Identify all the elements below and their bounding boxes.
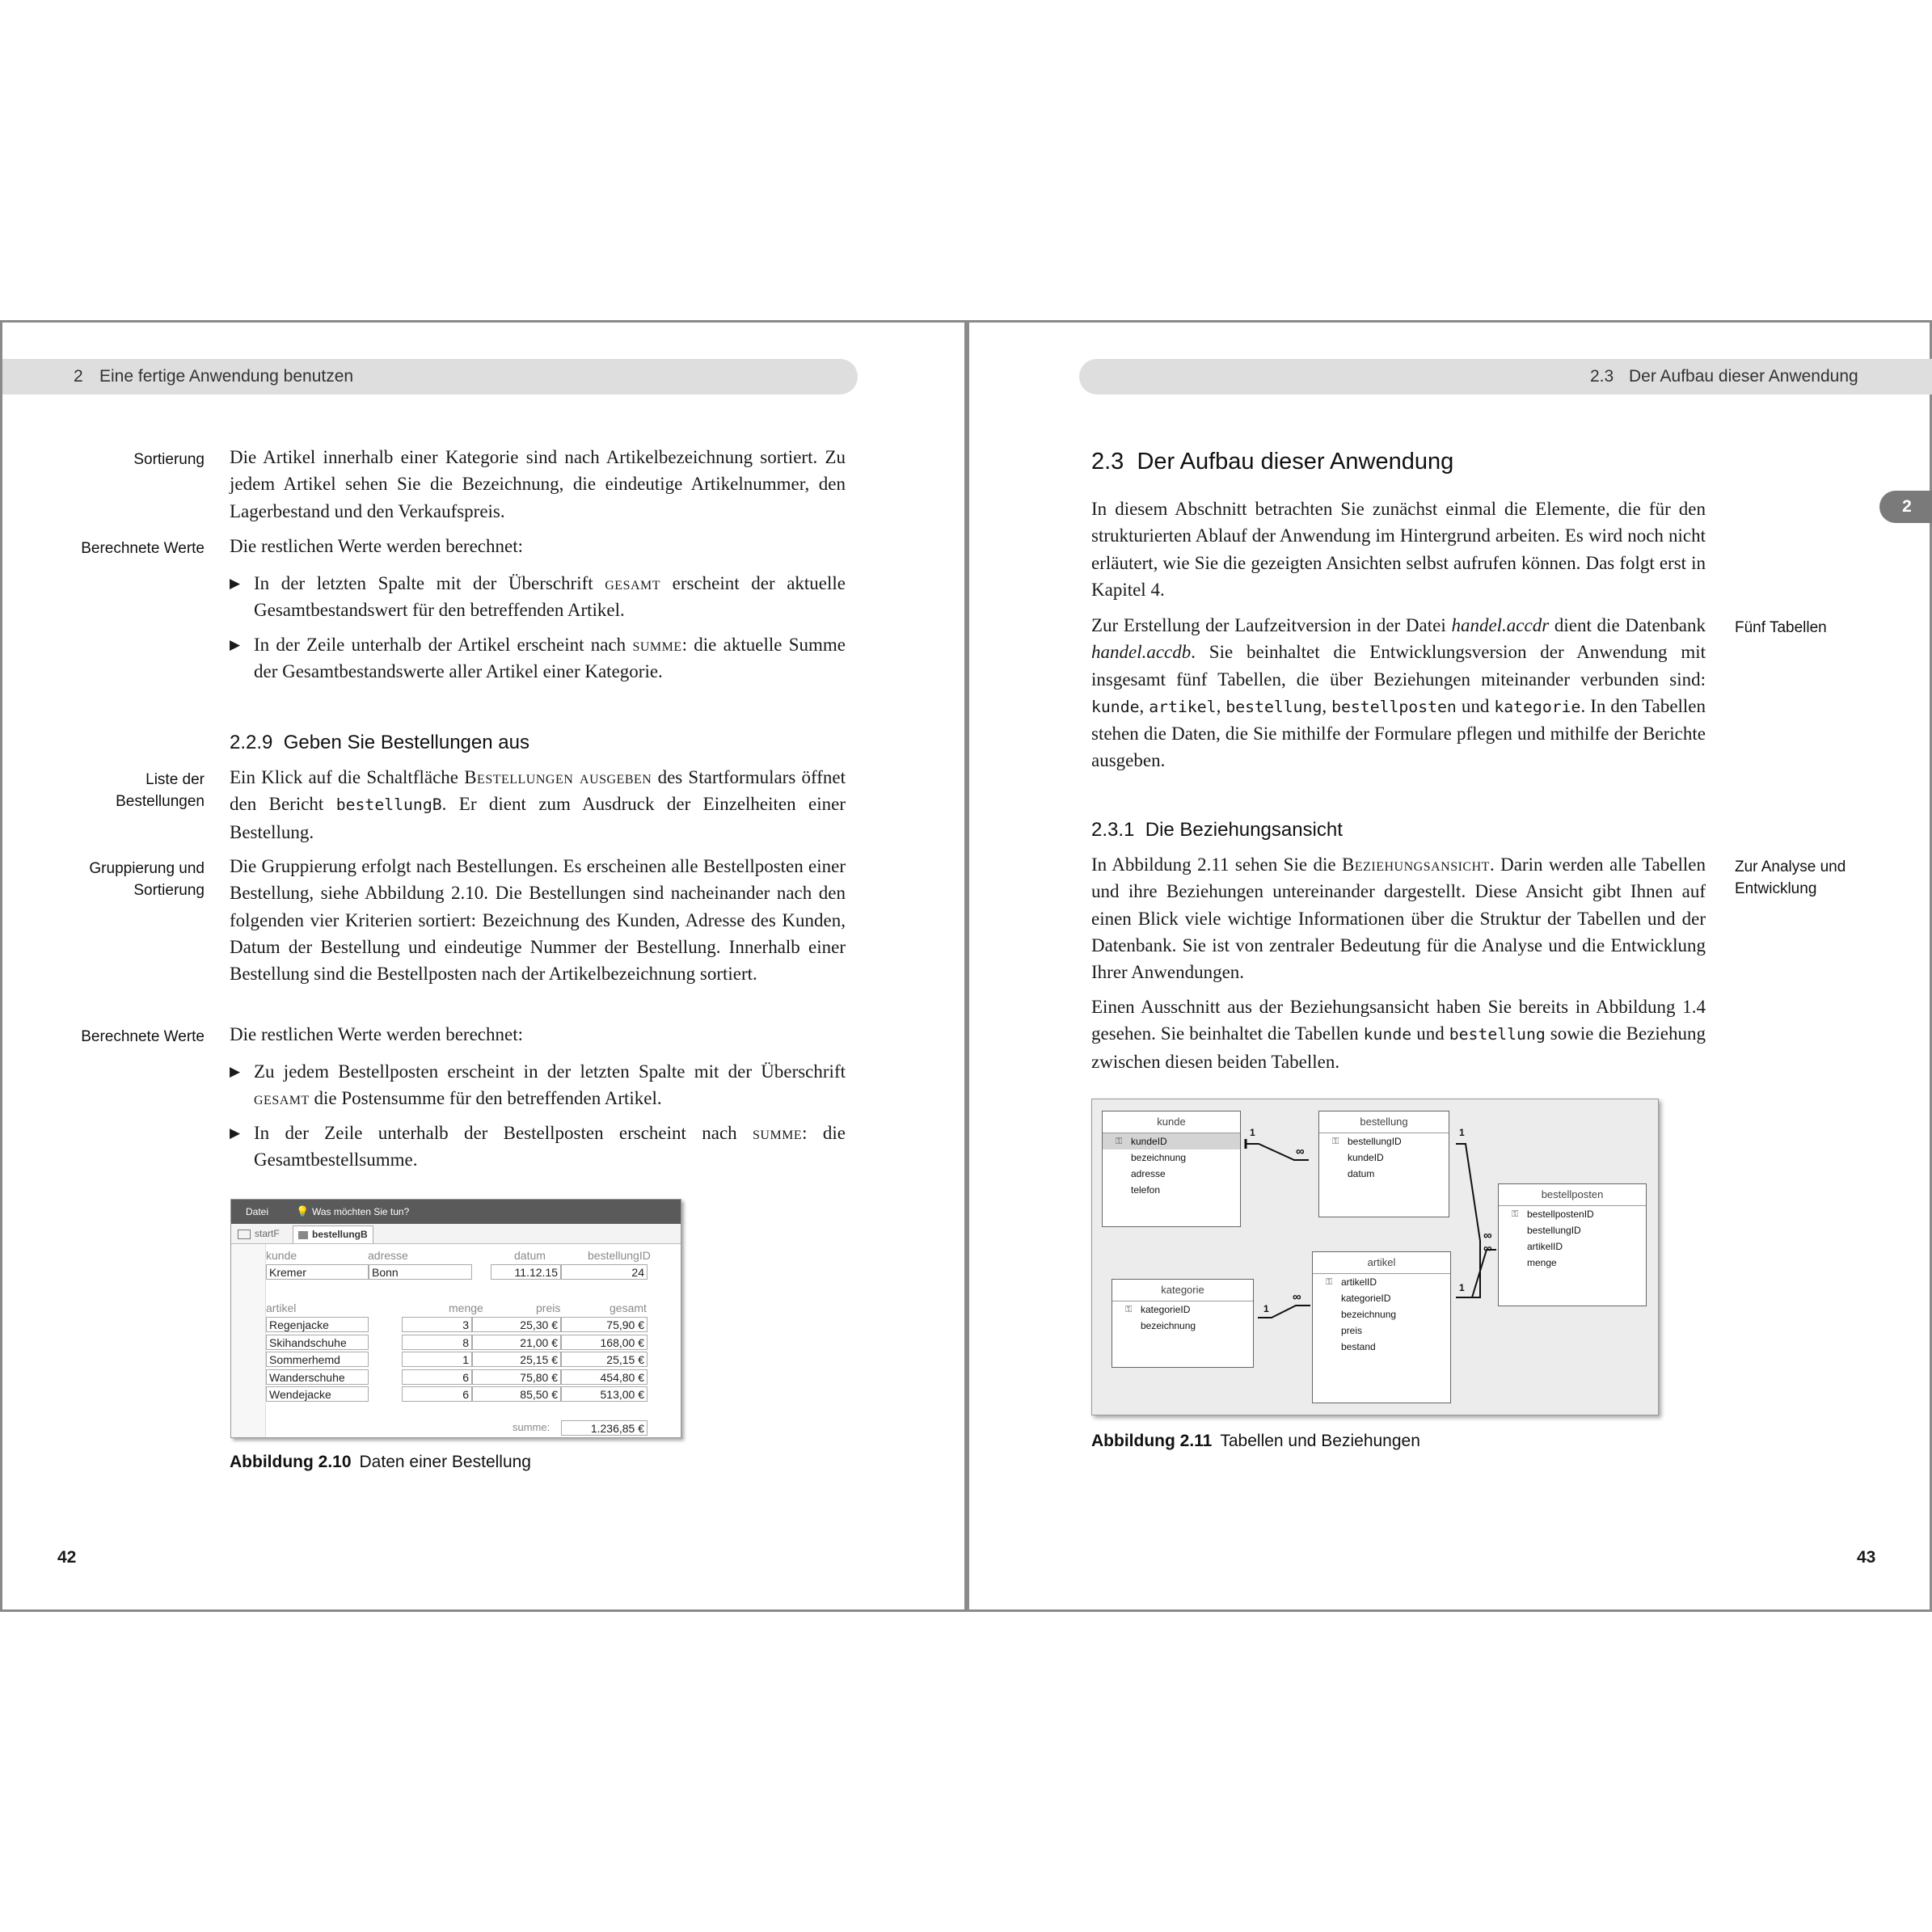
row-preis-cell: 25,30 € (472, 1317, 561, 1332)
row-menge-cell: 1 (402, 1352, 472, 1367)
subheading-2-2-9 (230, 732, 529, 754)
label-summe: summe: (513, 1421, 550, 1433)
label-preis: preis (536, 1301, 561, 1314)
report-icon (298, 1231, 308, 1239)
tab-startF[interactable]: startF (233, 1225, 285, 1242)
table-kunde[interactable] (1102, 1111, 1241, 1227)
table-title: bestellposten (1499, 1184, 1646, 1206)
paragraph-gruppierung: Die Gruppierung erfolgt nach Bestellungen. Es erscheinen alle Bestellposten einer Bestellung, siehe Abbildung 2.10. Die Bestellungen sind nacheinander nach den folgenden vier Kriterien sortiert: Bezeichnung des Kunden, Adresse des Kunden, Datum der Bestellung und eindeutige Nummer der Bestellung. Innerhalb einer Bestellung sind die Bestellposten nach der Artikelbezeichnung sortiert. (230, 856, 846, 985)
paragraph-bestellungen-ausgeben: Ein Klick auf die Schaltfläche Bestellungen ausgeben des Startformulars öffnet den Bericht bestellungB. Er dient zum Ausdruck der Einzelheiten einer Bestellung. (230, 767, 846, 842)
field-bezeichnung[interactable]: bezeichnung (1341, 1309, 1397, 1320)
field-kundeID[interactable]: ⚿ kundeID (1103, 1133, 1240, 1149)
table-title: kategorie (1112, 1280, 1253, 1301)
field-adresse[interactable]: adresse (1131, 1168, 1166, 1179)
running-header-left (2, 359, 858, 394)
subheading-number: 2.3.1 (1091, 819, 1135, 841)
field-datum[interactable]: datum (1348, 1168, 1375, 1179)
report-area (231, 1244, 681, 1437)
field-kategorieID[interactable]: kategorieID (1341, 1293, 1391, 1304)
margin-note-sortierung: Sortierung (133, 451, 205, 468)
figure-relationship-diagram (1091, 1099, 1659, 1415)
subheading-title: Geben Sie Bestellungen aus (283, 732, 529, 753)
running-header-right (1079, 359, 1932, 394)
document-tabs (231, 1224, 681, 1244)
key-icon: ⚿ (1326, 1277, 1333, 1287)
row-menge-cell: 8 (402, 1335, 472, 1350)
field-menge[interactable]: menge (1527, 1257, 1557, 1268)
row-gesamt-cell: 168,00 € (561, 1335, 648, 1350)
label-gesamt: gesamt (610, 1301, 647, 1314)
field-bestand[interactable]: bestand (1341, 1341, 1376, 1352)
table-title: artikel (1313, 1252, 1450, 1274)
label-bestellungID: bestellungID (588, 1249, 651, 1262)
label-adresse: adresse (368, 1249, 408, 1262)
table-bestellposten[interactable] (1498, 1183, 1647, 1306)
table-kategorie[interactable] (1112, 1279, 1254, 1368)
paragraph-laufzeitversion: Zur Erstellung der Laufzeitversion in der Datei handel.accdr dient die Datenbank handel.accdb. Sie beinhaltet die Entwicklungsversion der Anwendung mit insgesamt fünf Tabellen, die über Beziehungen miteinander verbunden sind: kunde, artikel, bestellung, bestellposten und kategorie. In den Tabellen stehen die Daten, die Sie mithilfe der Formulare pflegen und mithilfe der Berichte ausgeben. (1091, 615, 1706, 771)
subheading-2-3-1 (1091, 819, 1343, 842)
ribbon-search-box[interactable]: Was möchten Sie tun? (312, 1206, 410, 1217)
value-bestellungID: 24 (561, 1264, 648, 1280)
chapter-number: 2 (74, 367, 83, 386)
figure-report-screenshot (230, 1199, 681, 1438)
report-page (265, 1244, 681, 1437)
row-gesamt-cell: 513,00 € (561, 1386, 648, 1402)
value-datum: 11.12.15 (491, 1264, 561, 1280)
section-heading-2-3 (1091, 449, 1453, 475)
field-preis[interactable]: preis (1341, 1325, 1363, 1336)
label-datum: datum (514, 1249, 546, 1262)
table-bestellung[interactable] (1318, 1111, 1449, 1217)
paragraph-intro: In diesem Abschnitt betrachten Sie zunächst einmal die Elemente, die für den strukturierten Ablauf der Anwendung im Hintergrund arbeiten. Es wird noch nicht erläutert, wie Sie die gezeigten Ansichten selbst aufrufen können. Das folgt erst in Kapitel 4. (1091, 499, 1706, 600)
section-heading-number: 2.3 (1091, 449, 1124, 475)
page-number-left: 42 (57, 1548, 77, 1567)
row-gesamt-cell: 75,90 € (561, 1317, 648, 1332)
field-artikelID[interactable]: ⚿ artikelID (1313, 1274, 1450, 1290)
value-kunde: Kremer (266, 1264, 369, 1280)
figure-caption-2-10: Abbildung 2.10 Daten einer Bestellung (230, 1453, 531, 1471)
relation-many-label: ∞ (1296, 1145, 1305, 1158)
relation-many-label: ∞ (1483, 1229, 1492, 1242)
page-number-right: 43 (1857, 1548, 1876, 1567)
margin-note-analyse-entwicklung: Zur Analyse und Entwicklung (1735, 858, 1846, 897)
field-bestellungID[interactable]: ⚿ bestellungID (1319, 1133, 1449, 1149)
row-preis-cell: 75,80 € (472, 1369, 561, 1385)
section-heading-title: Der Aufbau dieser Anwendung (1137, 449, 1454, 475)
field-kategorieID[interactable]: ⚿ kategorieID (1112, 1301, 1253, 1318)
row-artikel-cell: Skihandschuhe (266, 1335, 369, 1350)
row-gesamt-cell: 25,15 € (561, 1352, 648, 1367)
subheading-number: 2.2.9 (230, 732, 273, 753)
paragraph-berechnet-2: Die restlichen Werte werden berechnet: (230, 1024, 523, 1044)
left-page (0, 320, 967, 1612)
figure-caption-2-11: Abbildung 2.11 Tabellen und Beziehungen (1091, 1432, 1420, 1450)
row-gesamt-cell: 454,80 € (561, 1369, 648, 1385)
form-icon (238, 1230, 251, 1239)
field-bezeichnung[interactable]: bezeichnung (1141, 1320, 1196, 1331)
lightbulb-icon: 💡 (296, 1205, 310, 1217)
margin-note-berechnete-werte: Berechnete Werte (81, 540, 205, 557)
row-preis-cell: 85,50 € (472, 1386, 561, 1402)
table-title: kunde (1103, 1112, 1240, 1133)
key-icon: ⚿ (1116, 1137, 1123, 1146)
section-title: Der Aufbau dieser Anwendung (1629, 367, 1858, 386)
margin-note-liste-der-bestellungen: Liste der Bestellungen (116, 771, 205, 810)
row-artikel-cell: Sommerhemd (266, 1352, 369, 1367)
bullet-gesamt: ▶ In der letzten Spalte mit der Überschrift gesamt erscheint der aktuelle Gesamtbestandswert für den betreffenden Artikel. (230, 570, 846, 624)
paragraph-sortierung: Die Artikel innerhalb einer Kategorie sind nach Artikelbezeichnung sortiert. Zu jedem Artikel sehen Sie die Bezeichnung, die eindeutige Artikelnummer, den Lagerbestand und den Verkaufspreis. (230, 447, 846, 521)
chapter-title: Eine fertige Anwendung benutzen (99, 367, 354, 386)
row-menge-cell: 6 (402, 1386, 472, 1402)
access-ribbon (231, 1200, 681, 1224)
relation-many-label: ∞ (1483, 1242, 1492, 1255)
margin-note-fuenf-tabellen: Fünf Tabellen (1735, 619, 1827, 636)
row-preis-cell: 21,00 € (472, 1335, 561, 1350)
subheading-title: Die Beziehungsansicht (1145, 819, 1343, 841)
bullet-marker: ▶ (230, 1064, 241, 1079)
bullet-postensumme: ▶ Zu jedem Bestellposten erscheint in der letzten Spalte mit der Überschrift gesamt die Postensumme für den betreffenden Artikel. (230, 1058, 846, 1112)
section-number: 2.3 (1590, 367, 1614, 386)
chapter-thumb-tab: 2 (1879, 491, 1932, 523)
paragraph-beziehungsansicht: In Abbildung 2.11 sehen Sie die Beziehungsansicht. Darin werden alle Tabellen und ihre Beziehungen untereinander dargestellt. Diese Ansicht gibt Ihnen auf einen Blick viele wichtige Informationen über die Struktur der Tabellen und der Datenbank. Sie ist von zentraler Bedeutung für die Analyse und die Entwicklung Ihrer Anwendungen. (1091, 854, 1706, 983)
row-artikel-cell: Regenjacke (266, 1317, 369, 1332)
field-artikelID[interactable]: artikelID (1527, 1241, 1563, 1252)
paragraph-ausschnitt: Einen Ausschnitt aus der Beziehungsansicht haben Sie bereits in Abbildung 1.4 gesehen. Sie beinhaltet die Tabellen kunde und bestellung sowie die Beziehung zwischen diesen beiden Tabellen. (1091, 997, 1706, 1072)
row-menge-cell: 3 (402, 1317, 472, 1332)
row-artikel-cell: Wendejacke (266, 1386, 369, 1402)
field-bestellungID[interactable]: bestellungID (1527, 1225, 1581, 1236)
table-artikel[interactable] (1312, 1251, 1451, 1403)
relation-one-label: 1 (1459, 1127, 1465, 1138)
paragraph-berechnet: Die restlichen Werte werden berechnet: (230, 536, 523, 556)
bullet-marker: ▶ (230, 1125, 241, 1141)
key-icon: ⚿ (1512, 1209, 1519, 1219)
relation-many-label: ∞ (1293, 1290, 1301, 1304)
tab-bestellungB[interactable]: bestellungB (293, 1225, 373, 1243)
relation-one-label: 1 (1459, 1282, 1465, 1293)
field-bestellpostenID[interactable]: ⚿ bestellpostenID (1499, 1206, 1646, 1222)
bullet-marker: ▶ (230, 576, 241, 591)
label-kunde: kunde (266, 1249, 297, 1262)
margin-note-gruppierung-und-sortierung: Gruppierung und Sortierung (89, 860, 205, 899)
field-telefon[interactable]: telefon (1131, 1184, 1161, 1196)
ribbon-file-tab[interactable]: Datei (246, 1206, 269, 1217)
value-adresse: Bonn (369, 1264, 472, 1280)
row-artikel-cell: Wanderschuhe (266, 1369, 369, 1385)
row-preis-cell: 25,15 € (472, 1352, 561, 1367)
relation-one-label: 1 (1263, 1303, 1269, 1314)
value-summe: 1.236,85 € (561, 1420, 648, 1436)
row-menge-cell: 6 (402, 1369, 472, 1385)
bullet-gesamtbestellsumme: ▶ In der Zeile unterhalb der Bestellposten erscheint nach summe: die Gesamtbestellsumme. (230, 1120, 846, 1174)
key-icon: ⚿ (1332, 1137, 1339, 1146)
label-menge: menge (449, 1301, 483, 1314)
margin-note-berechnete-werte-2: Berechnete Werte (81, 1028, 205, 1045)
label-artikel: artikel (266, 1301, 297, 1314)
field-bezeichnung[interactable]: bezeichnung (1131, 1152, 1187, 1163)
relation-one-label: 1 (1250, 1127, 1255, 1138)
field-kundeID[interactable]: kundeID (1348, 1152, 1384, 1163)
bullet-marker: ▶ (230, 637, 241, 652)
bullet-summe: ▶ In der Zeile unterhalb der Artikel erscheint nach summe: die aktuelle Summe der Gesamtbestandswerte aller Artikel einer Kategorie. (230, 631, 846, 685)
right-page (967, 320, 1932, 1612)
table-title: bestellung (1319, 1112, 1449, 1133)
key-icon: ⚿ (1125, 1305, 1133, 1314)
